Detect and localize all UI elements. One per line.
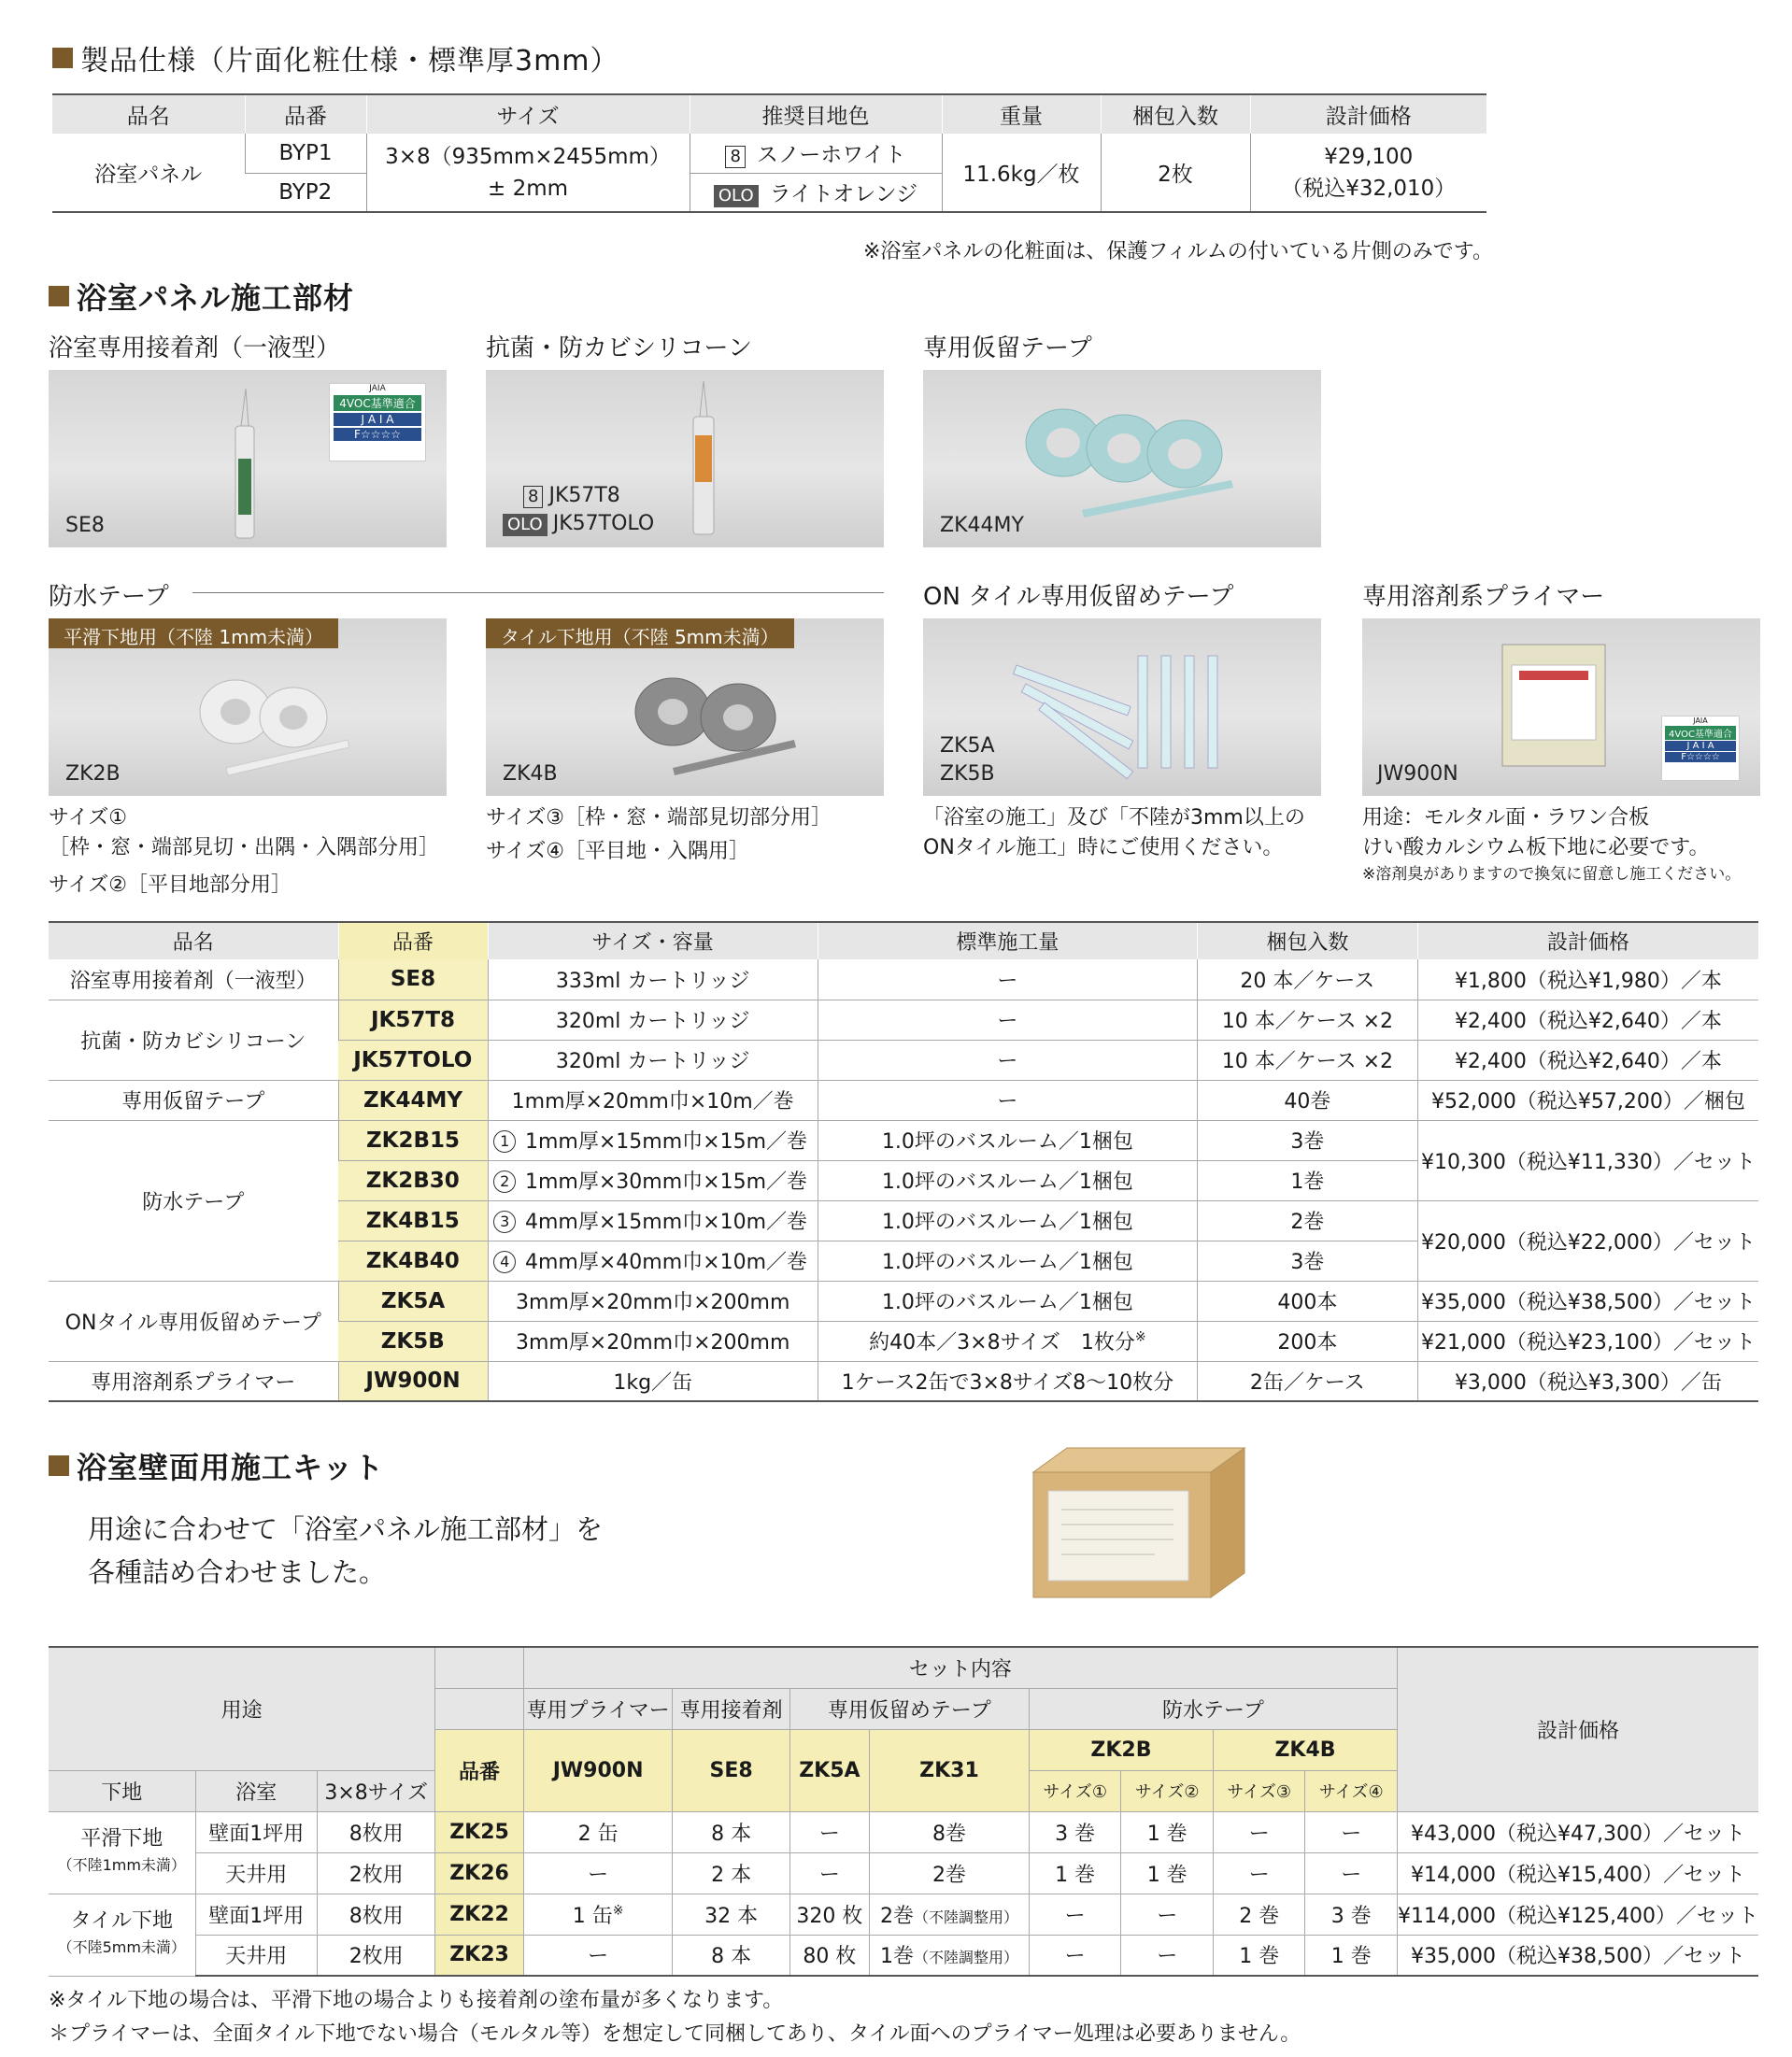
primer-label: 専用溶剤系プライマー	[1362, 583, 1605, 611]
mat-price: ¥52,000（税込¥57,200）／梱包	[1417, 1080, 1758, 1120]
kit-size1: 3 巻	[1029, 1811, 1121, 1852]
kit-row	[49, 1894, 1758, 1935]
mat-amount: 1ケース2缶で3×8サイズ8〜10枚分	[818, 1361, 1197, 1401]
desc-line: サイズ②［平目地部分用］	[49, 873, 292, 897]
kit-primer-value: ー	[588, 1945, 609, 1969]
kit-primer-value: 2 缶	[577, 1822, 619, 1846]
kit-adhesive: 8 本	[673, 1935, 789, 1976]
mat-amount: 1.0坪のバスルーム／1梱包	[818, 1200, 1197, 1241]
mat-pack: 2缶／ケース	[1197, 1361, 1417, 1401]
badge-top: JAIA	[369, 384, 386, 393]
mat-code: ZK2B30	[338, 1160, 488, 1200]
waterproof-divider	[192, 592, 884, 593]
kit-size-header: サイズ②	[1121, 1770, 1214, 1811]
mat-header: 標準施工量	[818, 922, 1197, 959]
kit-size3: 2 巻	[1213, 1894, 1305, 1935]
kit-zk31	[870, 1935, 1030, 1976]
kit-size2: ー	[1121, 1935, 1214, 1976]
on-tile-desc	[923, 803, 1305, 863]
color-code-badge: 8	[725, 146, 745, 168]
kit-bath: 壁面1坪用	[195, 1811, 318, 1852]
temp-tape-label: 専用仮留テープ	[923, 334, 1092, 362]
mat-code: ZK5B	[338, 1321, 488, 1361]
spec-table	[52, 93, 1486, 213]
mat-amount: ー	[818, 1000, 1197, 1040]
kit-zk31-sub: （不陸調整用）	[913, 1949, 1018, 1967]
kit-zk5a: 320 枚	[789, 1894, 869, 1935]
kit-header-waterproof: 防水テープ	[1029, 1688, 1397, 1729]
kit-base-name: タイル下地	[70, 1909, 174, 1933]
spec-code: BYP1	[245, 134, 366, 173]
materials-table	[49, 921, 1758, 1402]
kit-desc	[88, 1508, 603, 1594]
silicone-code-1	[523, 484, 620, 508]
kit-section-title	[49, 1444, 384, 1487]
kit-footnote-2: ＊プライマーは、全面タイル下地でない場合（モルタル等）を想定して同梱してあり、タイル面へのプライマー処理は必要ありません。	[49, 2022, 1301, 2046]
desc-line: サイズ①	[49, 806, 127, 830]
temp-tape-code: ZK44MY	[940, 514, 1024, 537]
section-marker-icon	[49, 286, 69, 306]
kit-size-header: サイズ①	[1029, 1770, 1121, 1811]
kit-row	[49, 1811, 1758, 1852]
kit-adhesive: 8 本	[673, 1811, 789, 1852]
desc-line: ONタイル施工」時にご使用ください。	[923, 836, 1284, 859]
kit-header-blank	[435, 1647, 523, 1688]
kit-size1: ー	[1029, 1935, 1121, 1976]
kit-primer	[523, 1811, 673, 1852]
size-number	[488, 1120, 521, 1160]
desc-line: 「浴室の施工」及び「不陸が3mm以上の	[923, 806, 1305, 830]
desc-line: ［枠・窓・端部見切・出隅・入隅部分用］	[49, 836, 440, 859]
mat-price: ¥20,000（税込¥22,000）／セット	[1417, 1200, 1758, 1281]
kit-primer-value: ー	[588, 1863, 609, 1887]
kit-qty: 2枚用	[318, 1852, 435, 1894]
silicone-photo	[486, 370, 884, 547]
kit-size2: 1 巻	[1121, 1811, 1214, 1852]
kit-code: ZK22	[435, 1894, 523, 1935]
adhesive-label: 浴室専用接着剤（一液型）	[49, 334, 341, 362]
waterproof-photo-2	[486, 618, 884, 796]
spec-header: 推奨目地色	[690, 94, 942, 134]
mat-header: 設計価格	[1417, 922, 1758, 959]
mat-size: 1kg／缶	[488, 1361, 818, 1401]
kit-zk31: 2巻	[870, 1852, 1030, 1894]
kit-size2: 1 巻	[1121, 1852, 1214, 1894]
badge-jaia: J A I A	[334, 413, 421, 426]
kit-header-bath: 浴室	[195, 1770, 318, 1811]
mat-pack: 40巻	[1197, 1080, 1417, 1120]
kit-size3: ー	[1213, 1852, 1305, 1894]
spec-header: 梱包入数	[1101, 94, 1250, 134]
desc-line: 用途に合わせて「浴室パネル施工部材」を	[88, 1513, 604, 1545]
kit-size4: ー	[1305, 1811, 1398, 1852]
on-tile-photo	[923, 618, 1321, 796]
section-marker-icon	[49, 1455, 69, 1476]
size-number	[488, 1160, 521, 1200]
mat-price: ¥2,400（税込¥2,640）／本	[1417, 1000, 1758, 1040]
spec-price	[1250, 134, 1486, 212]
kit-zk5a: ー	[789, 1811, 869, 1852]
primer-code: JW900N	[1377, 762, 1458, 786]
kit-adhesive: 32 本	[673, 1894, 789, 1935]
spec-header: 品番	[245, 94, 366, 134]
waterproof-code-2: ZK4B	[503, 762, 558, 786]
jaia-badge	[1661, 716, 1740, 781]
adhesive-code: SE8	[65, 514, 105, 537]
mat-pack: 3巻	[1197, 1241, 1417, 1281]
waterproof-desc-2	[486, 803, 832, 867]
mat-amount	[818, 1321, 1197, 1361]
kit-zk31-sub: （不陸調整用）	[913, 1908, 1018, 1926]
materials-title-text: 浴室パネル施工部材	[77, 280, 355, 316]
kit-qty: 8枚用	[318, 1894, 435, 1935]
section-marker-icon	[52, 48, 73, 68]
kit-qty: 8枚用	[318, 1811, 435, 1852]
mat-row	[49, 1000, 1758, 1040]
kit-row	[49, 1935, 1758, 1976]
mat-size: 333ml カートリッジ	[488, 959, 818, 1000]
kit-qty: 2枚用	[318, 1935, 435, 1976]
kit-size2: ー	[1121, 1894, 1214, 1935]
kit-header-youto: 用途	[49, 1647, 435, 1770]
kit-size-header: サイズ④	[1305, 1770, 1398, 1811]
spec-header: 重量	[942, 94, 1101, 134]
color-code-badge: OLO	[503, 514, 548, 536]
mat-size: 4mm厚×15mm巾×10m／巻	[521, 1200, 818, 1241]
kit-price: ¥114,000（税込¥125,400）／セット	[1398, 1894, 1758, 1935]
kit-primer-value: 1 缶	[572, 1904, 613, 1928]
spec-weight: 11.6kg／枚	[942, 134, 1101, 212]
circled-number: 3	[493, 1211, 516, 1233]
spec-header: 設計価格	[1250, 94, 1486, 134]
mat-amount: 1.0坪のバスルーム／1梱包	[818, 1241, 1197, 1281]
temp-tape-photo	[923, 370, 1321, 547]
mat-header: サイズ・容量	[488, 922, 818, 959]
spec-code: BYP2	[245, 173, 366, 212]
waterproof-photo-1	[49, 618, 447, 796]
mat-price: ¥10,300（税込¥11,330）／セット	[1417, 1120, 1758, 1200]
kit-bath: 天井用	[195, 1935, 318, 1976]
desc-line: けい酸カルシウム板下地に必要です。	[1362, 836, 1710, 859]
kit-zk31: 8巻	[870, 1811, 1030, 1852]
primer-desc	[1362, 803, 1741, 886]
kit-header-set: セット内容	[523, 1647, 1397, 1688]
mat-size: 4mm厚×40mm巾×10m／巻	[521, 1241, 818, 1281]
mat-pack: 10 本／ケース ×2	[1197, 1040, 1417, 1080]
kit-size-header: サイズ③	[1213, 1770, 1305, 1811]
silicone-code-text: JK57T8	[548, 484, 620, 507]
kit-primer	[523, 1894, 673, 1935]
kit-header-size: 3×8サイズ	[318, 1770, 435, 1811]
kit-header-code: 品番	[435, 1729, 523, 1811]
on-tile-code-1: ZK5A	[940, 734, 995, 758]
mat-size: 1mm厚×20mm巾×10m／巻	[488, 1080, 818, 1120]
mat-pack: 20 本／ケース	[1197, 959, 1417, 1000]
badge-jaia: J A I A	[1665, 741, 1736, 751]
primer-photo	[1362, 618, 1760, 796]
mat-pack: 3巻	[1197, 1120, 1417, 1160]
kit-col-code: ZK4B	[1213, 1729, 1397, 1770]
mat-code: ZK44MY	[338, 1080, 488, 1120]
kit-base-name: 平滑下地	[80, 1827, 164, 1851]
badge-f-star: F☆☆☆☆	[334, 428, 421, 441]
kit-zk31-value: 2巻	[879, 1904, 914, 1928]
mat-code: ZK2B15	[338, 1120, 488, 1160]
mat-size: 1mm厚×30mm巾×15m／巻	[521, 1160, 818, 1200]
badge-voc: 4VOC基準適合	[334, 395, 421, 411]
mat-code: SE8	[338, 959, 488, 1000]
kit-footnote-1: ※タイル下地の場合は、平滑下地の場合よりも接着剤の塗布量が多くなります。	[49, 1989, 784, 2012]
kit-size4: 3 巻	[1305, 1894, 1398, 1935]
kit-bath: 壁面1坪用	[195, 1894, 318, 1935]
kit-header-price: 設計価格	[1398, 1647, 1758, 1811]
footnote-mark: ※	[612, 1903, 624, 1919]
kit-title-text: 浴室壁面用施工キット	[77, 1450, 385, 1485]
kit-size1: 1 巻	[1029, 1852, 1121, 1894]
waterproof-label: 防水テープ	[49, 583, 169, 611]
waterproof-desc-1	[49, 803, 439, 901]
mat-size: 320ml カートリッジ	[488, 1040, 818, 1080]
kit-box-image	[1024, 1435, 1254, 1603]
kit-col-code: ZK5A	[789, 1729, 869, 1811]
mat-size: 1mm厚×15mm巾×15m／巻	[521, 1120, 818, 1160]
mat-amount: ー	[818, 1080, 1197, 1120]
waterproof-band-2: タイル下地用（不陸 5mm未満）	[486, 618, 794, 648]
desc-note: ※溶剤臭がありますので換気に留意し施工ください。	[1362, 865, 1742, 884]
kit-header-primer: 専用プライマー	[523, 1688, 673, 1729]
circled-number: 1	[493, 1130, 516, 1153]
mat-name: 専用溶剤系プライマー	[49, 1361, 338, 1401]
mat-price: ¥2,400（税込¥2,640）／本	[1417, 1040, 1758, 1080]
mat-size: 320ml カートリッジ	[488, 1000, 818, 1040]
mat-row	[49, 1080, 1758, 1120]
mat-price: ¥3,000（税込¥3,300）／缶	[1417, 1361, 1758, 1401]
desc-line: 用途：モルタル面・ラワン合板	[1362, 806, 1650, 830]
desc-line: 各種詰め合わせました。	[88, 1556, 387, 1588]
silicone-label: 抗菌・防カビシリコーン	[486, 334, 752, 362]
color-code-badge: 8	[523, 486, 543, 508]
spec-price-line: ¥29,100	[1324, 144, 1414, 169]
mat-code: ZK5A	[338, 1281, 488, 1321]
mat-price: ¥1,800（税込¥1,980）／本	[1417, 959, 1758, 1000]
size-number	[488, 1241, 521, 1281]
spec-color-2	[690, 173, 942, 212]
kit-size3: ー	[1213, 1811, 1305, 1852]
mat-name: 専用仮留テープ	[49, 1080, 338, 1120]
mat-name: ONタイル専用仮留めテープ	[49, 1281, 338, 1361]
kit-size1: ー	[1029, 1894, 1121, 1935]
spec-size	[366, 134, 690, 212]
spec-header: サイズ	[366, 94, 690, 134]
on-tile-code-2: ZK5B	[940, 762, 995, 786]
badge-voc: 4VOC基準適合	[1665, 726, 1736, 740]
mat-amount: 1.0坪のバスルーム／1梱包	[818, 1120, 1197, 1160]
silicone-code-text: JK57TOLO	[552, 512, 655, 535]
kit-row	[49, 1852, 1758, 1894]
kit-base-group	[49, 1811, 195, 1894]
spec-size-tolerance: ± 2mm	[487, 176, 569, 201]
kit-base-group	[49, 1894, 195, 1976]
kit-code: ZK25	[435, 1811, 523, 1852]
kit-zk31-value: 1巻	[879, 1945, 914, 1969]
kit-zk31	[870, 1894, 1030, 1935]
kit-base-sub: （不陸5mm未満）	[57, 1938, 186, 1956]
waterproof-code-1: ZK2B	[65, 762, 121, 786]
mat-amount: ー	[818, 1040, 1197, 1080]
kit-primer	[523, 1935, 673, 1976]
spec-price-tax: （税込¥32,010）	[1281, 176, 1457, 201]
kit-header-base: 下地	[49, 1770, 195, 1811]
mat-amount: ー	[818, 959, 1197, 1000]
kit-header-temp: 専用仮留めテープ	[789, 1688, 1029, 1729]
mat-name: 防水テープ	[49, 1120, 338, 1281]
kit-size4: 1 巻	[1305, 1935, 1398, 1976]
spec-note: ※浴室パネルの化粧面は、保護フィルムの付いている片側のみです。	[862, 240, 1493, 263]
mat-code: ZK4B15	[338, 1200, 488, 1241]
mat-pack: 10 本／ケース ×2	[1197, 1000, 1417, 1040]
mat-row	[49, 959, 1758, 1000]
materials-section-title	[49, 275, 354, 318]
jaia-badge	[329, 383, 426, 461]
kit-col-code: JW900N	[523, 1729, 673, 1811]
spec-title-text: 製品仕様（片面化粧仕様・標準厚3mm）	[80, 45, 619, 78]
spec-size-line: 3×8（935mm×2455mm）	[385, 144, 671, 169]
mat-price: ¥21,000（税込¥23,100）／セット	[1417, 1321, 1758, 1361]
kit-base-sub: （不陸1mm未満）	[57, 1856, 186, 1874]
mat-code: JW900N	[338, 1361, 488, 1401]
spec-product-name: 浴室パネル	[52, 134, 245, 212]
mat-amount-text: 約40本／3×8サイズ 1枚分	[869, 1331, 1135, 1355]
kit-code: ZK26	[435, 1852, 523, 1894]
mat-pack: 2巻	[1197, 1200, 1417, 1241]
spec-pack: 2枚	[1101, 134, 1250, 212]
mat-name: 浴室専用接着剤（一液型）	[49, 959, 338, 1000]
waterproof-band-1: 平滑下地用（不陸 1mm未満）	[49, 618, 338, 648]
kit-code: ZK23	[435, 1935, 523, 1976]
circled-number: 2	[493, 1170, 516, 1193]
mat-name: 抗菌・防カビシリコーン	[49, 1000, 338, 1080]
kit-price: ¥43,000（税込¥47,300）／セット	[1398, 1811, 1758, 1852]
kit-size4: ー	[1305, 1852, 1398, 1894]
kit-table	[49, 1646, 1758, 1977]
mat-header: 梱包入数	[1197, 922, 1417, 959]
mat-code: JK57T8	[338, 1000, 488, 1040]
mat-row	[49, 1281, 1758, 1321]
spec-color-1	[690, 134, 942, 173]
adhesive-photo	[49, 370, 447, 547]
mat-pack: 1巻	[1197, 1160, 1417, 1200]
kit-primer	[523, 1852, 673, 1894]
mat-amount: 1.0坪のバスルーム／1梱包	[818, 1160, 1197, 1200]
mat-code: ZK4B40	[338, 1241, 488, 1281]
kit-size3: 1 巻	[1213, 1935, 1305, 1976]
mat-pack: 200本	[1197, 1321, 1417, 1361]
on-tile-label: ON タイル専用仮留めテープ	[923, 583, 1234, 611]
mat-price: ¥35,000（税込¥38,500）／セット	[1417, 1281, 1758, 1321]
color-name: スノーホワイト	[756, 143, 906, 168]
spec-header: 品名	[52, 94, 245, 134]
mat-row	[49, 1361, 1758, 1401]
kit-zk5a: 80 枚	[789, 1935, 869, 1976]
kit-zk5a: ー	[789, 1852, 869, 1894]
mat-size: 3mm厚×20mm巾×200mm	[488, 1281, 818, 1321]
kit-col-code: SE8	[673, 1729, 789, 1811]
mat-header: 品番	[338, 922, 488, 959]
kit-col-code: ZK31	[870, 1729, 1030, 1811]
mat-pack: 400本	[1197, 1281, 1417, 1321]
desc-line: サイズ④［平目地・入隅用］	[486, 840, 749, 863]
kit-price: ¥14,000（税込¥15,400）／セット	[1398, 1852, 1758, 1894]
kit-adhesive: 2 本	[673, 1852, 789, 1894]
kit-header-blank	[435, 1688, 523, 1729]
size-number	[488, 1200, 521, 1241]
footnote-mark: ※	[1134, 1329, 1146, 1345]
desc-line: サイズ③［枠・窓・端部見切部分用］	[486, 806, 832, 830]
mat-size: 3mm厚×20mm巾×200mm	[488, 1321, 818, 1361]
color-name: ライトオレンジ	[769, 182, 918, 207]
kit-bath: 天井用	[195, 1852, 318, 1894]
color-code-badge: OLO	[714, 185, 759, 207]
mat-row	[49, 1120, 1758, 1160]
mat-header: 品名	[49, 922, 338, 959]
circled-number: 4	[493, 1251, 516, 1273]
kit-header-adhesive: 専用接着剤	[673, 1688, 789, 1729]
spec-section-title	[52, 37, 619, 78]
silicone-code-2	[503, 512, 654, 536]
badge-f-star: F☆☆☆☆	[1665, 752, 1736, 762]
kit-col-code: ZK2B	[1029, 1729, 1213, 1770]
mat-code: JK57TOLO	[338, 1040, 488, 1080]
mat-amount: 1.0坪のバスルーム／1梱包	[818, 1281, 1197, 1321]
kit-price: ¥35,000（税込¥38,500）／セット	[1398, 1935, 1758, 1976]
badge-top: JAIA	[1693, 716, 1708, 725]
